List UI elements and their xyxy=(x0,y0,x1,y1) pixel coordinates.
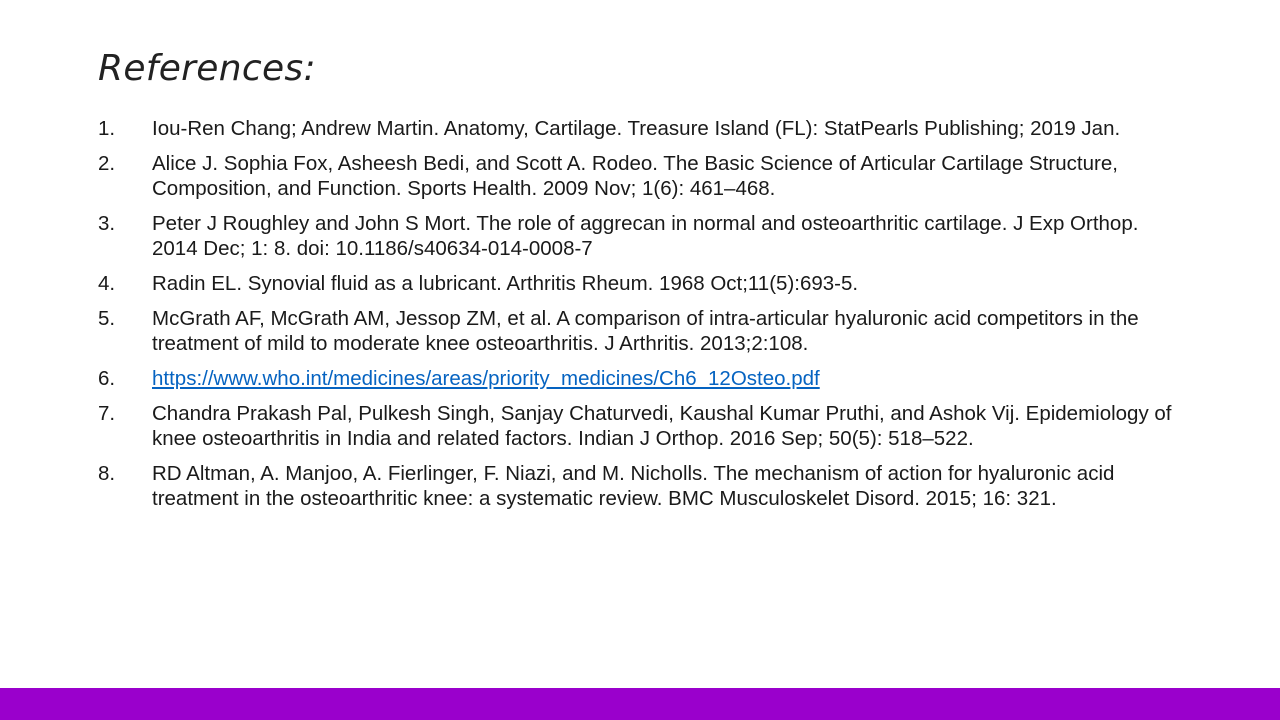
reference-number: 4. xyxy=(98,272,116,295)
reference-number: 6. xyxy=(98,367,116,390)
reference-number: 2. xyxy=(98,152,116,175)
reference-item xyxy=(98,366,1188,391)
reference-number: 5. xyxy=(98,307,116,330)
reference-number: 3. xyxy=(98,212,116,235)
reference-list xyxy=(98,116,1188,521)
reference-item xyxy=(98,116,1188,141)
reference-text: Chandra Prakash Pal, Pulkesh Singh, Sanjay Chaturvedi, Kaushal Kumar Pruthi, and Ashok Vij. Epidemiology of knee osteoarthritis in India and related factors. Indian J Orthop. 2016 Sep; 50(5): 518–522. xyxy=(152,402,1172,450)
reference-item xyxy=(98,211,1188,261)
reference-text: Radin EL. Synovial fluid as a lubricant. Arthritis Rheum. 1968 Oct;11(5):693-5. xyxy=(152,272,859,295)
reference-number: 8. xyxy=(98,462,116,485)
reference-item xyxy=(98,461,1188,511)
reference-item xyxy=(98,401,1188,451)
slide-title: References: xyxy=(98,48,316,89)
reference-text-link xyxy=(152,366,1188,391)
reference-item xyxy=(98,151,1188,201)
reference-item xyxy=(98,306,1188,356)
bottom-accent-bar xyxy=(0,688,1280,720)
reference-item xyxy=(98,271,1188,296)
reference-number: 7. xyxy=(98,402,116,425)
reference-text: Alice J. Sophia Fox, Asheesh Bedi, and Scott A. Rodeo. The Basic Science of Articular Cartilage Structure, Composition, and Function. Sports Health. 2009 Nov; 1(6): 461–468. xyxy=(152,152,1118,200)
reference-text: RD Altman, A. Manjoo, A. Fierlinger, F. Niazi, and M. Nicholls. The mechanism of action for hyaluronic acid treatment in the osteoarthritic knee: a systematic review. BMC Musculoskelet Disord. 2015; 16: 321. xyxy=(152,462,1115,510)
reference-number: 1. xyxy=(98,117,116,140)
reference-link[interactable]: https://www.who.int/medicines/areas/priority_medicines/Ch6_12Osteo.pdf xyxy=(152,367,820,390)
reference-text: McGrath AF, McGrath AM, Jessop ZM, et al. A comparison of intra-articular hyaluronic acid competitors in the treatment of mild to moderate knee osteoarthritis. J Arthritis. 2013;2:108. xyxy=(152,307,1139,355)
reference-text: Iou-Ren Chang; Andrew Martin. Anatomy, Cartilage. Treasure Island (FL): StatPearls Publishing; 2019 Jan. xyxy=(152,117,1121,140)
reference-text: Peter J Roughley and John S Mort. The role of aggrecan in normal and osteoarthritic cartilage. J Exp Orthop. 2014 Dec; 1: 8. doi: 10.1186/s40634-014-0008-7 xyxy=(152,212,1139,260)
